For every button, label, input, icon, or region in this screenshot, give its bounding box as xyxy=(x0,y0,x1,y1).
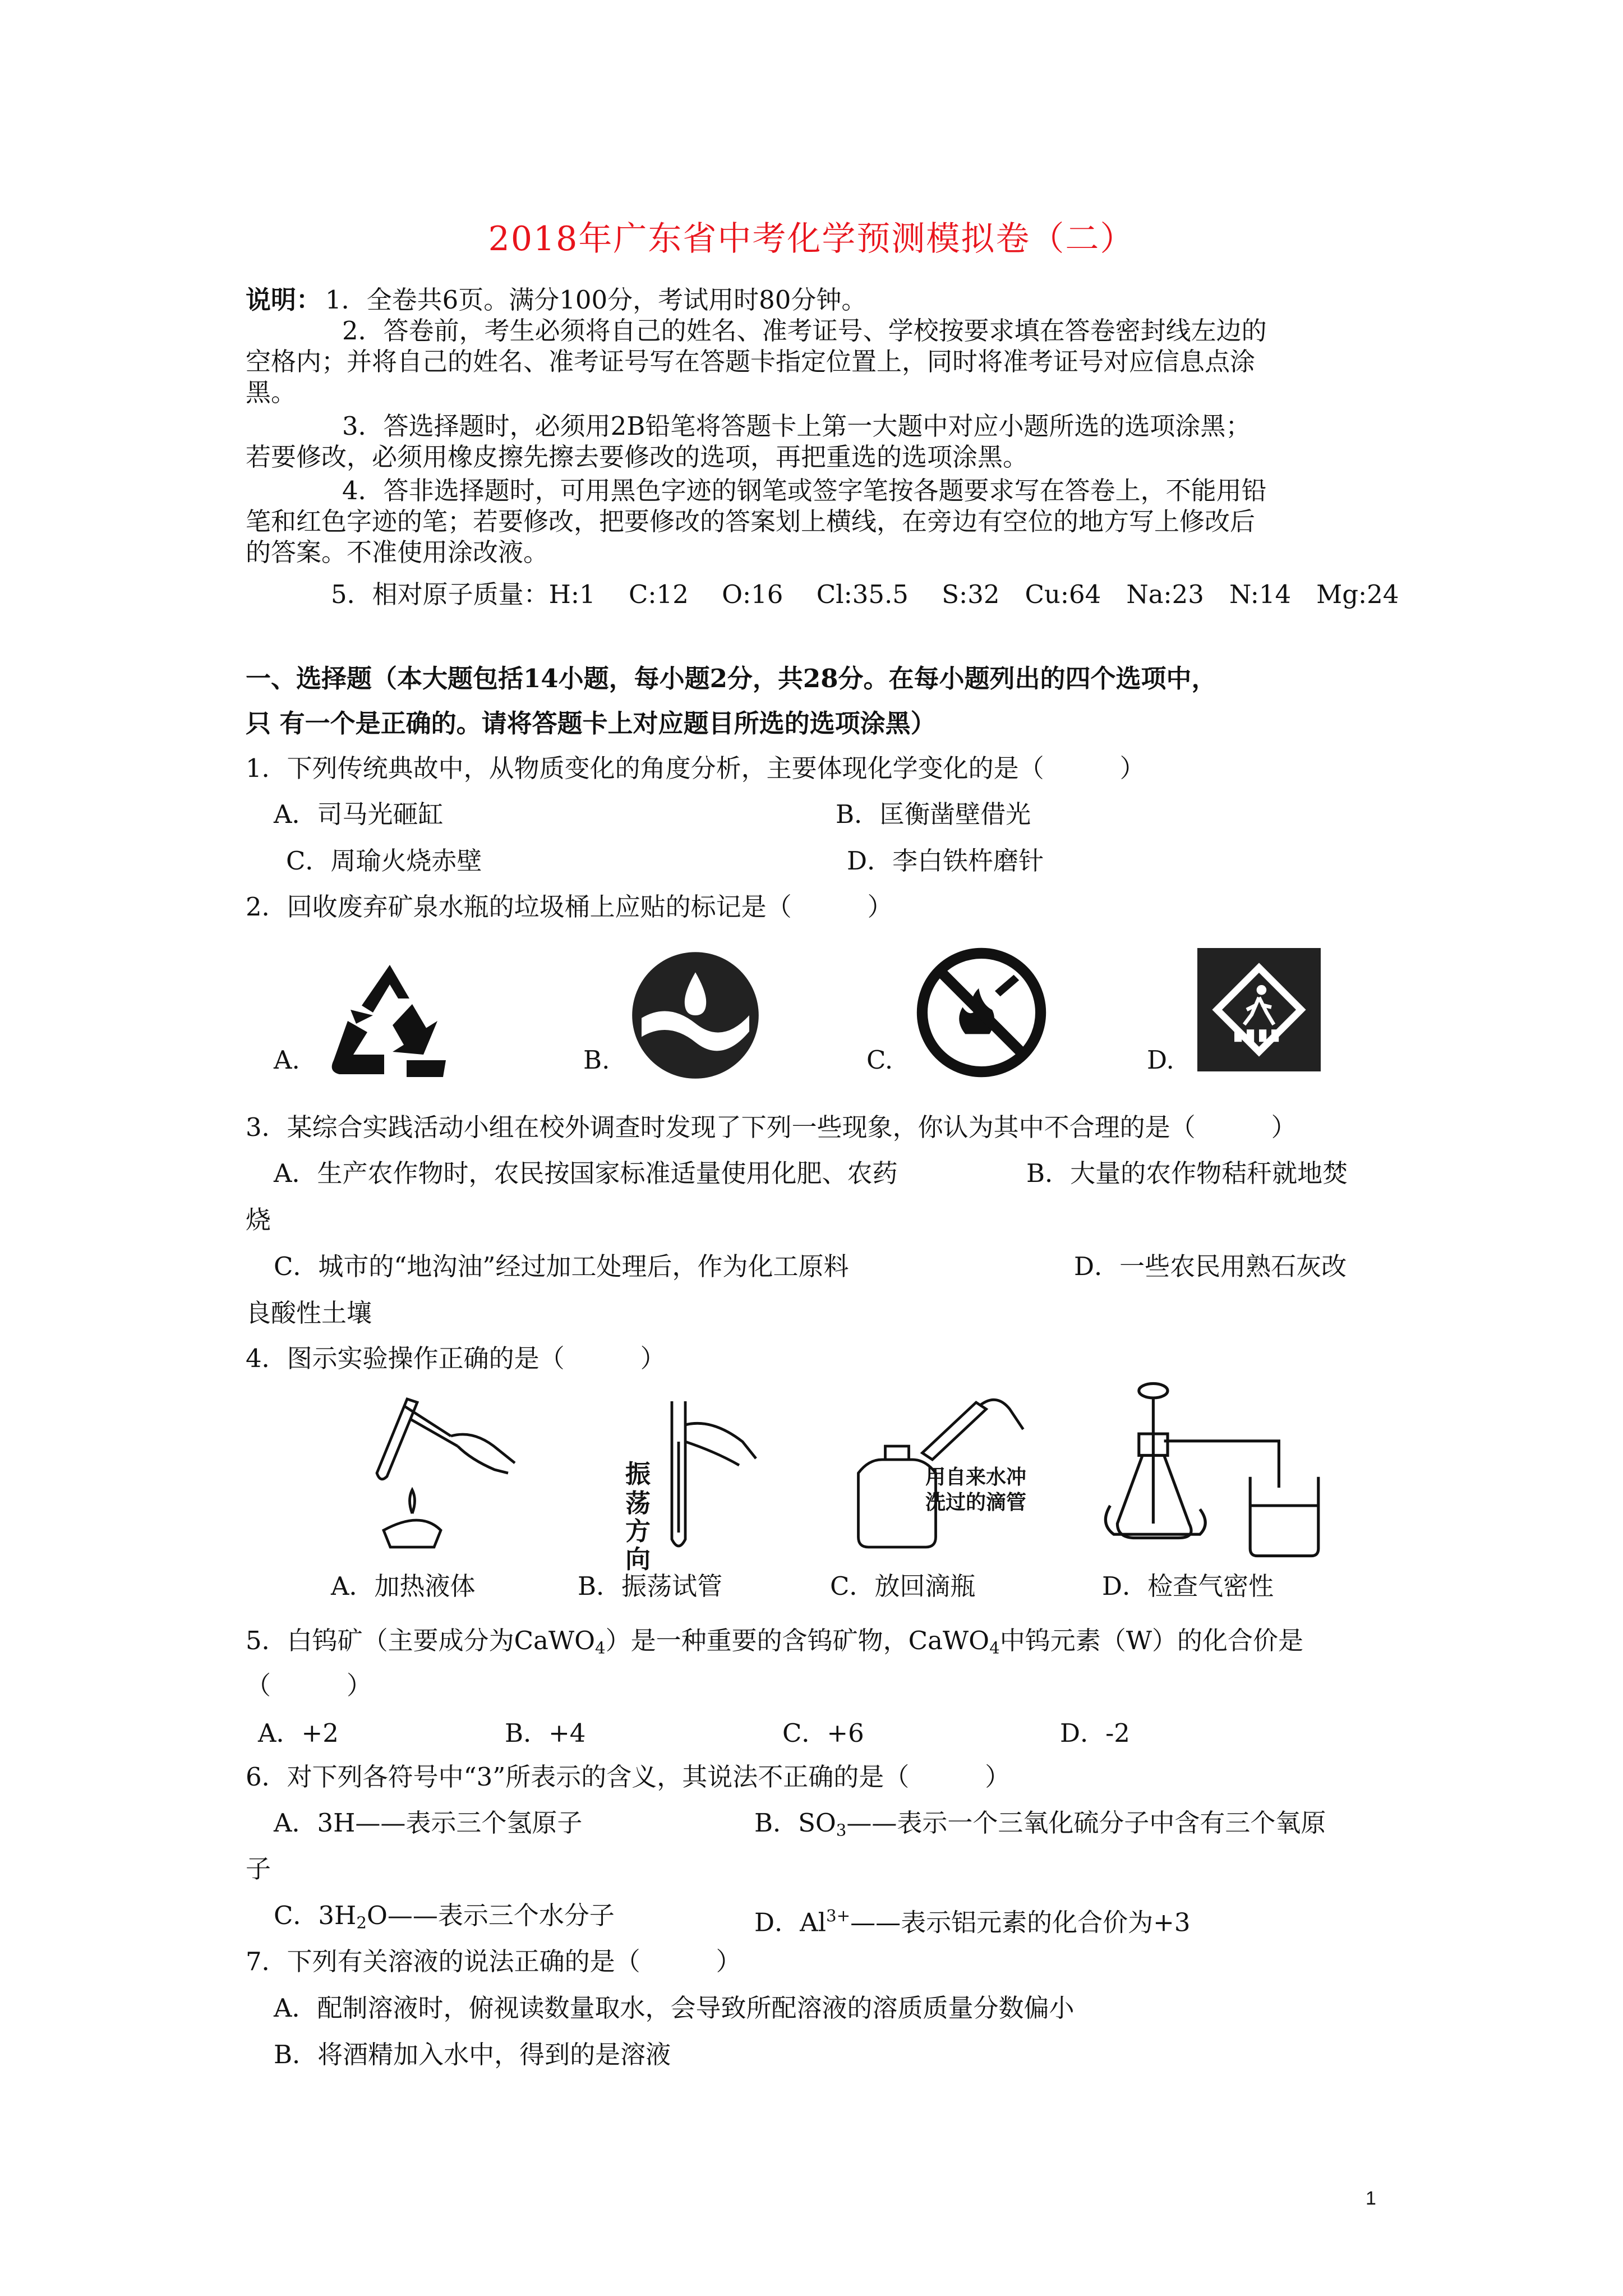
q2-option-c: C. xyxy=(866,1045,893,1075)
q4-option-b: B．振荡试管 xyxy=(578,1571,723,1601)
q6-option-b-cont: 子 xyxy=(246,1854,271,1884)
q5-paren: （ ） xyxy=(246,1671,372,1700)
q5-stem-post: 中钨元素（W）的化合价是 xyxy=(999,1626,1303,1655)
q1-stem: 1．下列传统典故中，从物质变化的角度分析，主要体现化学变化的是（ ） xyxy=(246,753,1145,783)
fig-c-label-2: 洗过的滴管 xyxy=(925,1490,1027,1514)
fig-b-label-2: 荡 xyxy=(625,1488,651,1518)
q7-stem: 7．下列有关溶液的说法正确的是（ ） xyxy=(246,1947,741,1976)
note-2c: 黑。 xyxy=(246,378,297,407)
fig-c-label-1: 用自来水冲 xyxy=(925,1465,1027,1489)
q2-stem: 2．回收废弃矿泉水瓶的垃圾桶上应贴的标记是（ ） xyxy=(246,892,893,922)
page-number: 1 xyxy=(1366,2188,1376,2209)
note-4a: 4．答非选择题时，可用黑色字迹的钢笔或签字笔按各题要求写在答卷上，不能用铅 xyxy=(342,476,1267,505)
q4-stem: 4．图示实验操作正确的是（ ） xyxy=(246,1343,666,1373)
q5-subscript-1: 4 xyxy=(595,1638,606,1658)
q6-stem: 6．对下列各符号中“3”所表示的含义，其说法不正确的是（ ） xyxy=(246,1762,1011,1792)
q3-option-b: B．大量的农作物秸秆就地焚 xyxy=(1026,1158,1348,1188)
q6-d-sup: 3+ xyxy=(826,1906,851,1925)
note-1: 1．全卷共6页。满分100分，考试用时80分钟。 xyxy=(325,285,867,315)
q7-option-a: A．配制溶液时，俯视读数量取水，会导致所配溶液的溶质质量分数偏小 xyxy=(274,1993,1075,2023)
fig-b-label-3: 方 xyxy=(625,1516,651,1546)
q5-option-b: B．+4 xyxy=(505,1718,586,1748)
section-1-heading-line1: 一、选择题（本大题包括14小题，每小题2分，共28分。在每小题列出的四个选项中， xyxy=(246,664,1217,693)
q6-option-d xyxy=(754,1899,1190,1940)
q6-option-c xyxy=(274,1899,615,1939)
note-4b: 笔和红色字迹的笔；若要修改，把要修改的答案划上横线，在旁边有空位的地方写上修改后 xyxy=(246,507,1256,536)
q3-option-d-cont: 良酸性土壤 xyxy=(246,1298,372,1328)
q6-b-post: ——表示一个三氧化硫分子中含有三个氧原 xyxy=(846,1808,1326,1838)
q6-b-pre: B．SO xyxy=(754,1808,836,1838)
page-title: 2018年广东省中考化学预测模拟卷（二） xyxy=(488,219,1135,259)
q3-option-b-cont: 烧 xyxy=(246,1205,271,1235)
q5-stem-pre: 5．白钨矿（主要成分为CaWO xyxy=(246,1626,596,1655)
q1-option-b: B．匡衡凿壁借光 xyxy=(836,799,1031,829)
q1-option-a: A．司马光砸缸 xyxy=(274,799,444,829)
q6-b-sub: 3 xyxy=(836,1820,847,1840)
q5-option-d: D．-2 xyxy=(1060,1718,1130,1748)
q6-option-a: A．3H——表示三个氢原子 xyxy=(274,1808,583,1838)
q4-option-c: C．放回滴瓶 xyxy=(830,1571,976,1601)
note-3a: 3．答选择题时，必须用2B铅笔将答题卡上第一大题中对应小题所选的选项涂黑； xyxy=(342,411,1251,441)
q5-option-c: C．+6 xyxy=(782,1718,864,1748)
section-1-heading-line2: 只 有一个是正确的。请将答题卡上对应题目所选的选项涂黑） xyxy=(246,708,936,738)
q5-option-a: A．+2 xyxy=(258,1718,339,1748)
q3-option-a: A．生产农作物时，农民按国家标准适量使用化肥、农药 xyxy=(274,1158,898,1188)
note-5: 5．相对原子质量：H:1 C:12 O:16 Cl:35.5 S:32 Cu:64 Na:23 N:14 Mg:24 xyxy=(331,579,1399,609)
q4-option-d: D．检查气密性 xyxy=(1102,1571,1274,1601)
q3-option-c: C．城市的“地沟油”经过加工处理后，作为化工原料 xyxy=(274,1251,849,1281)
note-2a: 2．答卷前，考生必须将自己的姓名、准考证号、学校按要求填在答卷密封线左边的 xyxy=(342,316,1267,346)
airtightness-check-figure xyxy=(1099,1380,1335,1559)
notes-label: 说明： xyxy=(246,285,322,315)
q6-c-sub: 2 xyxy=(356,1913,367,1932)
q7-option-b: B．将酒精加入水中，得到的是溶液 xyxy=(274,2040,671,2069)
q2-option-a: A. xyxy=(274,1045,300,1075)
q1-option-c: C．周瑜火烧赤壁 xyxy=(286,846,482,876)
q6-d-pre: D．Al xyxy=(754,1907,826,1938)
recycle-icon xyxy=(320,954,460,1094)
note-4c: 的答案。不准使用涂改液。 xyxy=(246,537,549,567)
q4-option-a: A．加热液体 xyxy=(331,1571,476,1601)
q6-option-b xyxy=(754,1806,1326,1847)
q6-d-post: ——表示铝元素的化合价为+3 xyxy=(850,1907,1191,1938)
q5-stem-mid: ）是一种重要的含钨矿物，CaWO xyxy=(605,1626,990,1655)
q3-option-d: D．一些农民用熟石灰改 xyxy=(1074,1251,1347,1281)
fig-b-label-1: 振 xyxy=(625,1459,651,1489)
q3-stem: 3．某综合实践活动小组在校外调查时发现了下列一些现象，你认为其中不合理的是（ ） xyxy=(246,1112,1297,1142)
heating-liquid-figure xyxy=(353,1386,538,1554)
q2-option-b: B. xyxy=(583,1045,610,1075)
fig-b-label-4: 向 xyxy=(625,1544,651,1574)
no-fire-icon xyxy=(914,945,1049,1080)
q5-stem xyxy=(246,1624,1303,1664)
q2-option-d: D. xyxy=(1147,1045,1174,1075)
water-saving-icon xyxy=(628,948,763,1083)
q6-c-post: O——表示三个水分子 xyxy=(366,1901,615,1930)
q6-c-pre: C．3H xyxy=(274,1901,357,1930)
q1-option-d: D．李白铁杵磨针 xyxy=(847,846,1044,876)
note-3b: 若要修改，必须用橡皮擦先擦去要修改的选项，再把重选的选项涂黑。 xyxy=(246,442,1029,472)
q5-subscript-2: 4 xyxy=(989,1638,1000,1658)
note-2b: 空格内；并将自己的姓名、准考证号写在答题卡指定位置上，同时将准考证号对应信息点涂 xyxy=(246,347,1256,376)
pedestrian-crossing-icon xyxy=(1197,948,1321,1071)
